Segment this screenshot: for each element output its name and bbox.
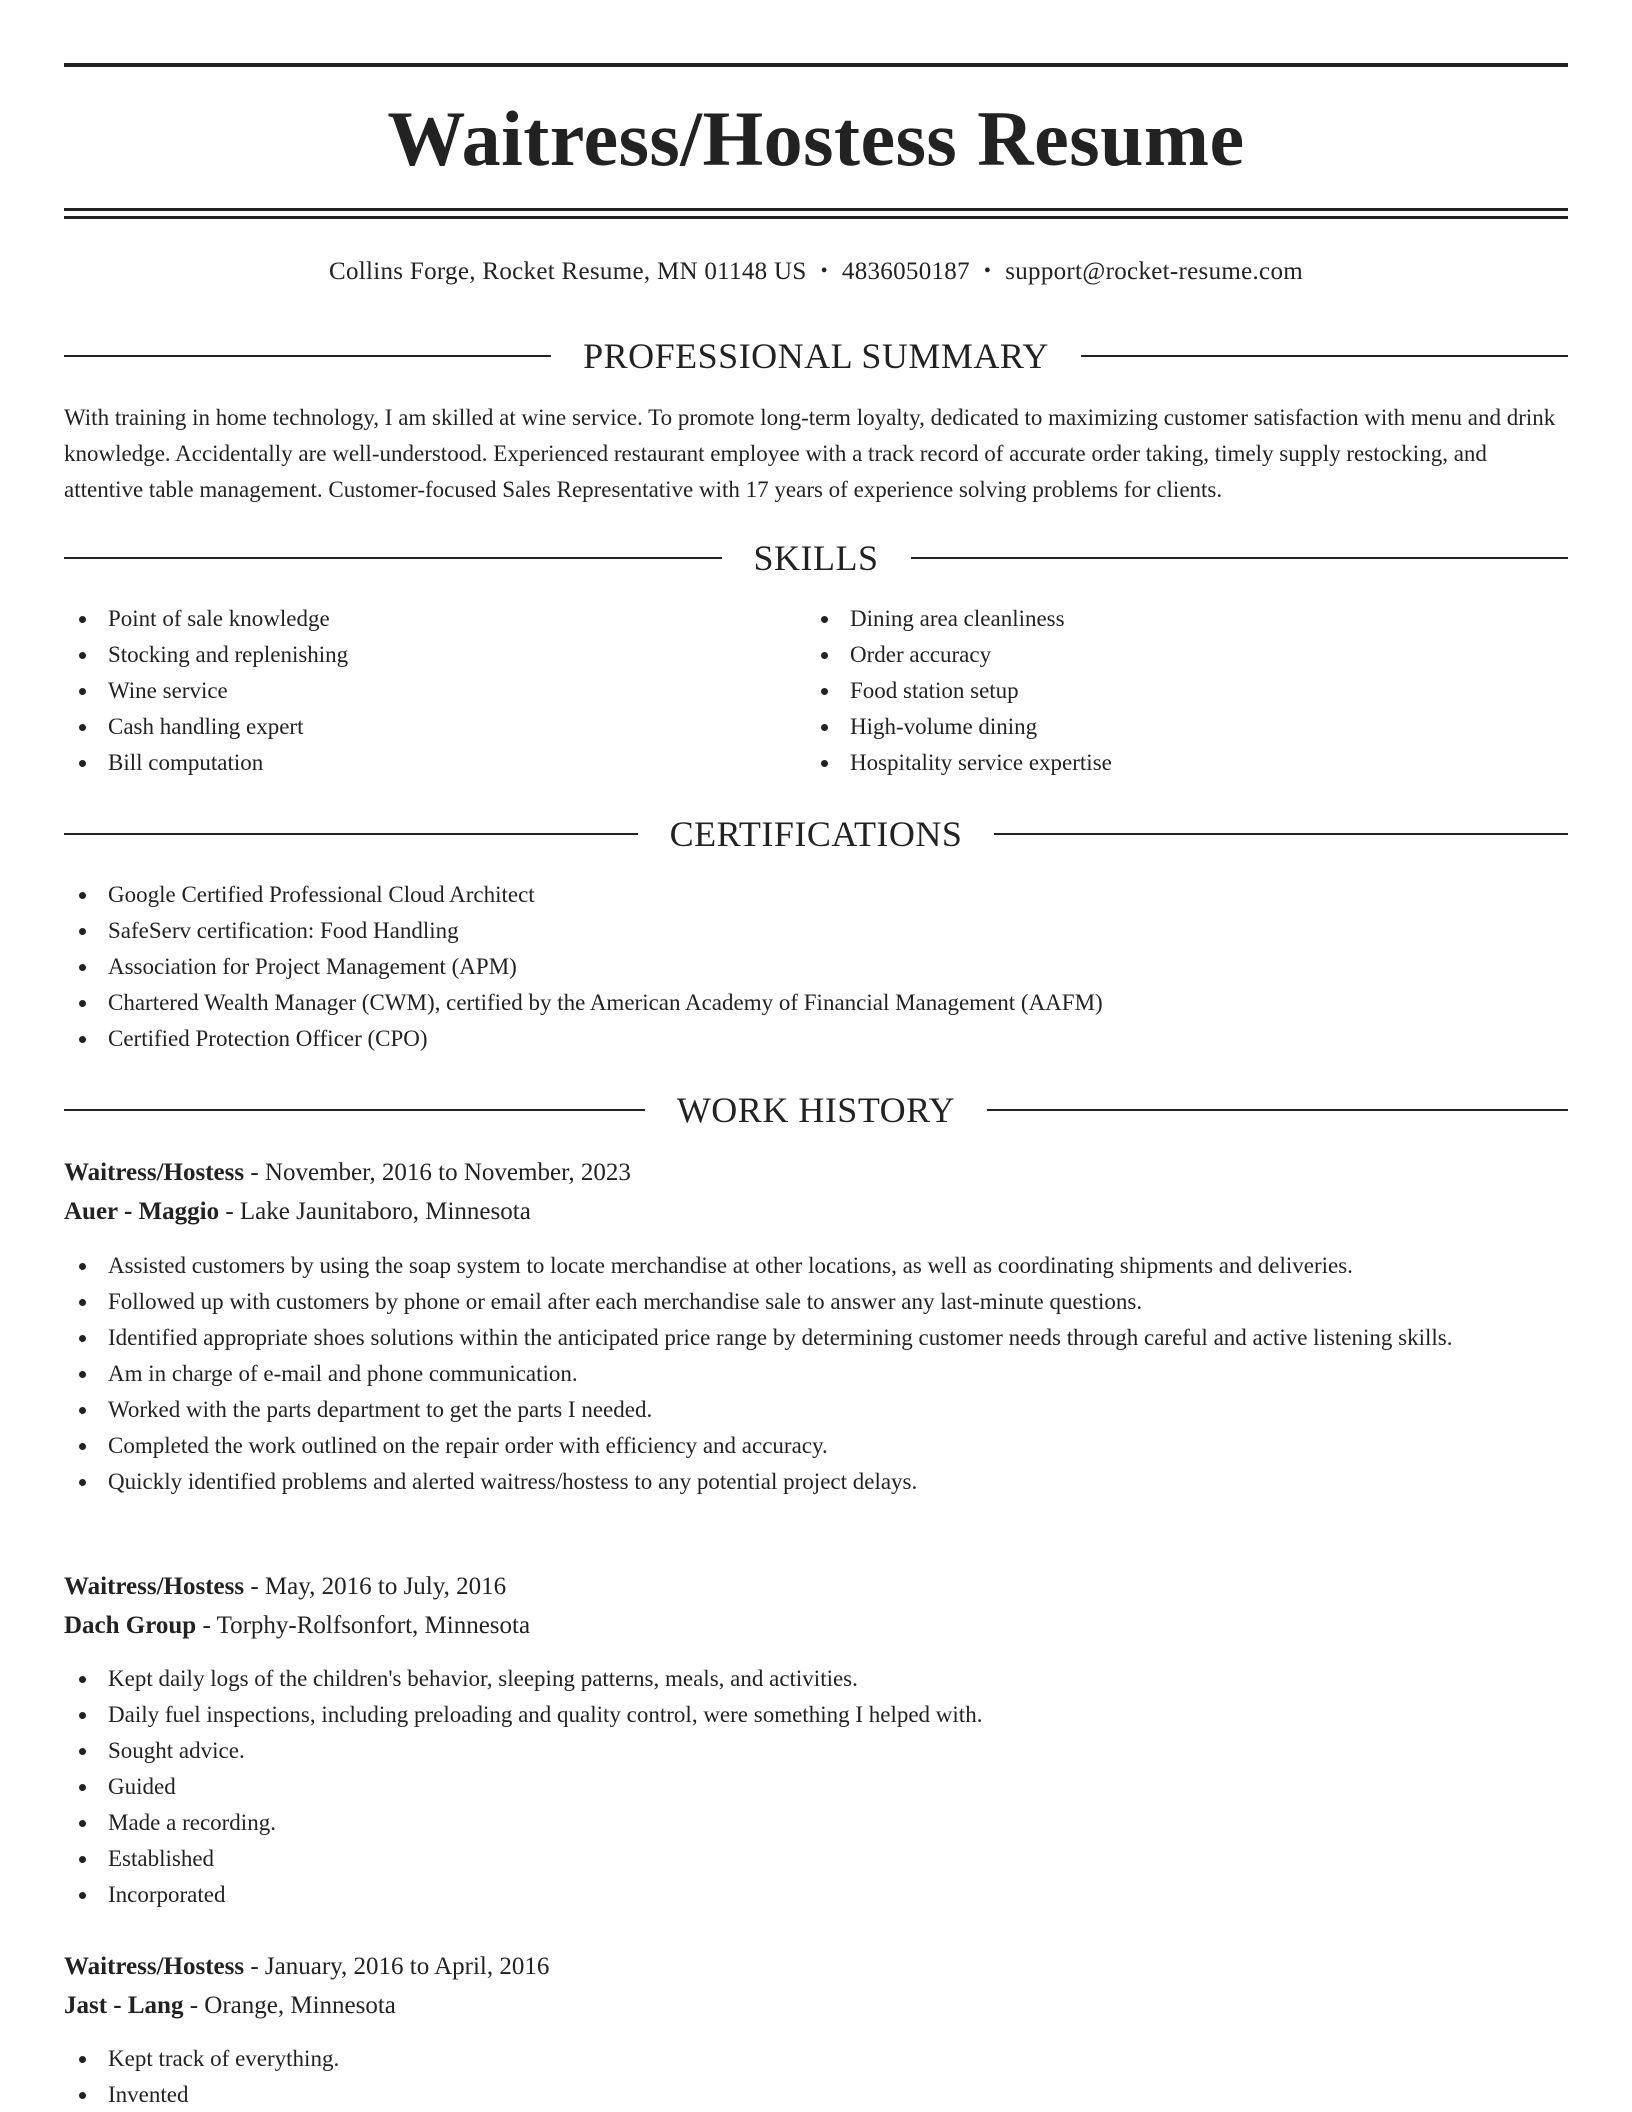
list-item: Cash handling expert bbox=[64, 709, 764, 745]
job-org-line bbox=[64, 1609, 1568, 1643]
job-title-line bbox=[64, 1950, 1568, 1984]
list-item: Certified Protection Officer (CPO) bbox=[64, 1021, 1568, 1057]
heading-rule-left bbox=[64, 1109, 645, 1111]
certifications-list bbox=[64, 877, 1568, 1057]
job-dates: - November, 2016 to November, 2023 bbox=[244, 1159, 631, 1186]
list-item: Worked with the parts department to get the parts I needed. bbox=[64, 1392, 1568, 1428]
section-heading-label: WORK HISTORY bbox=[676, 1090, 956, 1130]
list-item: Food station setup bbox=[806, 673, 1506, 709]
heading-rule-left bbox=[64, 557, 722, 559]
section-heading-label: CERTIFICATIONS bbox=[669, 814, 963, 854]
job-duties-list bbox=[64, 2041, 1568, 2112]
contact-separator: • bbox=[820, 260, 828, 282]
section-heading-skills bbox=[64, 538, 1568, 578]
list-item: Association for Project Management (APM) bbox=[64, 949, 1568, 985]
job-title-line bbox=[64, 1156, 1568, 1190]
heading-rule-right bbox=[911, 557, 1569, 559]
list-item: Dining area cleanliness bbox=[806, 601, 1506, 637]
list-item: Point of sale knowledge bbox=[64, 601, 764, 637]
list-item: High-volume dining bbox=[806, 709, 1506, 745]
header-top-rule bbox=[64, 63, 1568, 67]
list-item: Quickly identified problems and alerted waitress/hostess to any potential project delays. bbox=[64, 1464, 1568, 1500]
section-heading-label: PROFESSIONAL SUMMARY bbox=[583, 336, 1049, 376]
list-item: Wine service bbox=[64, 673, 764, 709]
header-double-rule-lower bbox=[64, 216, 1568, 219]
skills-list-left bbox=[64, 601, 764, 781]
heading-rule-right bbox=[994, 833, 1568, 835]
list-item: Followed up with customers by phone or email after each merchandise sale to answer any last-minute questions. bbox=[64, 1284, 1568, 1320]
list-item: Daily fuel inspections, including preloading and quality control, were something I helped with. bbox=[64, 1697, 1568, 1733]
summary-text: With training in home technology, I am skilled at wine service. To promote long-term loyalty, dedicated to maximizing customer satisfaction with menu and drink knowledge. Accidentally are well-understood. Experienced restaurant employee with a track record of accurate order taking, timely supply restocking, and attentive table management. Customer-focused Sales Representative with 17 years of experience solving problems for clients. bbox=[64, 405, 1556, 502]
list-item: Kept track of everything. bbox=[64, 2041, 1568, 2077]
list-item: Identified appropriate shoes solutions within the anticipated price range by determining customer needs through careful and active listening skills. bbox=[64, 1320, 1568, 1356]
job-title: Waitress/Hostess bbox=[64, 1953, 245, 1980]
list-item: Hospitality service expertise bbox=[806, 745, 1506, 781]
list-item: Invented bbox=[64, 2077, 1568, 2112]
heading-rule-right bbox=[987, 1109, 1568, 1111]
job-duties-list bbox=[64, 1248, 1568, 1500]
list-item: Assisted customers by using the soap system to locate merchandise at other locations, as well as coordinating shipments and deliveries. bbox=[64, 1248, 1568, 1284]
resume-title: Waitress/Hostess Resume bbox=[387, 95, 1245, 182]
job-title: Waitress/Hostess bbox=[64, 1159, 245, 1186]
list-item: Made a recording. bbox=[64, 1805, 1568, 1841]
job-duties-list bbox=[64, 1661, 1568, 1913]
job-location: - Orange, Minnesota bbox=[183, 1992, 396, 2019]
contact-separator: • bbox=[983, 260, 992, 282]
list-item: Am in charge of e-mail and phone communication. bbox=[64, 1356, 1568, 1392]
job-org-line bbox=[64, 1989, 1568, 2023]
contact-email: support@rocket-resume.com bbox=[1005, 258, 1303, 285]
list-item: Guided bbox=[64, 1769, 1568, 1805]
job-company: Auer - Maggio bbox=[64, 1198, 220, 1225]
contact-phone: 4836050187 bbox=[841, 258, 970, 285]
list-item: SafeServ certification: Food Handling bbox=[64, 913, 1568, 949]
heading-rule-right bbox=[1081, 355, 1568, 357]
section-heading-summary bbox=[64, 336, 1568, 376]
list-item: Completed the work outlined on the repair order with efficiency and accuracy. bbox=[64, 1428, 1568, 1464]
job-location: - Torphy-Rolfsonfort, Minnesota bbox=[196, 1612, 531, 1639]
heading-rule-left bbox=[64, 833, 638, 835]
contact-address: Collins Forge, Rocket Resume, MN 01148 US bbox=[328, 258, 807, 285]
skills-list-right bbox=[806, 601, 1506, 781]
list-item: Sought advice. bbox=[64, 1733, 1568, 1769]
job-dates: - May, 2016 to July, 2016 bbox=[244, 1573, 507, 1600]
list-item: Bill computation bbox=[64, 745, 764, 781]
job-location: - Lake Jaunitaboro, Minnesota bbox=[219, 1198, 531, 1225]
list-item: Stocking and replenishing bbox=[64, 637, 764, 673]
section-heading-work-history bbox=[64, 1090, 1568, 1130]
job-title-line bbox=[64, 1570, 1568, 1604]
heading-rule-left bbox=[64, 355, 551, 357]
section-heading-certifications bbox=[64, 814, 1568, 854]
job-company: Jast - Lang bbox=[64, 1992, 184, 2019]
header-double-rule-upper bbox=[64, 208, 1568, 211]
section-heading-label: SKILLS bbox=[753, 538, 879, 578]
contact-line bbox=[64, 254, 1568, 289]
list-item: Order accuracy bbox=[806, 637, 1506, 673]
job-company: Dach Group bbox=[64, 1612, 197, 1639]
job-title: Waitress/Hostess bbox=[64, 1573, 245, 1600]
list-item: Incorporated bbox=[64, 1877, 1568, 1913]
list-item: Google Certified Professional Cloud Architect bbox=[64, 877, 1568, 913]
list-item: Established bbox=[64, 1841, 1568, 1877]
job-org-line bbox=[64, 1195, 1568, 1229]
job-dates: - January, 2016 to April, 2016 bbox=[244, 1953, 550, 1980]
list-item: Chartered Wealth Manager (CWM), certified by the American Academy of Financial Management (AAFM) bbox=[64, 985, 1568, 1021]
list-item: Kept daily logs of the children's behavior, sleeping patterns, meals, and activities. bbox=[64, 1661, 1568, 1697]
